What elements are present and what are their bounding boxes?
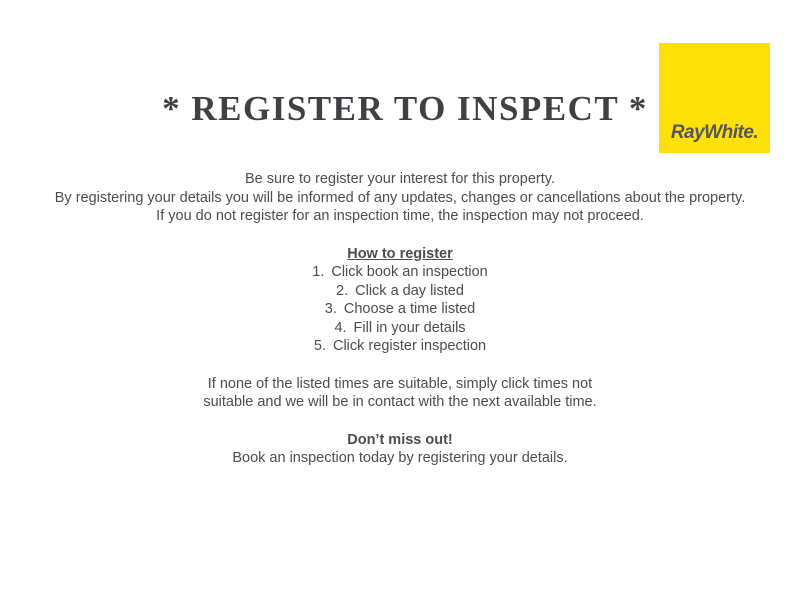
- not-suitable-line-1: If none of the listed times are suitable, simply click times not: [207, 375, 593, 392]
- step-number: 3.: [324, 301, 337, 317]
- step-label: Click a day listed: [355, 282, 464, 299]
- step-label: Click register inspection: [332, 338, 487, 354]
- dont-miss-out-heading: Don’t miss out!: [347, 431, 453, 448]
- cta-line: Book an inspection today by registering your details.: [232, 450, 568, 466]
- how-to-step-3: [0, 300, 800, 319]
- intro-line-1: Be sure to register your interest for this property.: [244, 171, 555, 187]
- how-to-step-4: [0, 319, 800, 338]
- step-number: 4.: [334, 319, 347, 336]
- page-title: * REGISTER TO INSPECT *: [162, 89, 648, 128]
- step-number: 5.: [313, 338, 326, 354]
- not-suitable-line-2: suitable and we will be in contact with the next available time.: [203, 394, 597, 410]
- ray-white-logo: [659, 43, 770, 153]
- how-to-step-2: [0, 282, 800, 301]
- flyer-body: [0, 170, 800, 468]
- intro-line-3: If you do not register for an inspection time, the inspection may not proceed.: [156, 208, 644, 224]
- step-label: Click book an inspection: [331, 264, 488, 280]
- step-number: 2.: [336, 282, 349, 299]
- how-to-register-heading: How to register: [347, 245, 453, 262]
- step-label: Fill in your details: [353, 319, 466, 336]
- how-to-step-1: [0, 263, 800, 282]
- how-to-step-5: [0, 337, 800, 356]
- step-label: Choose a time listed: [343, 301, 476, 317]
- step-number: 1.: [312, 264, 325, 280]
- ray-white-logo-text: RayWhite.: [670, 122, 759, 143]
- intro-line-2: By registering your details you will be informed of any updates, changes or cancellations about the property.: [54, 189, 746, 206]
